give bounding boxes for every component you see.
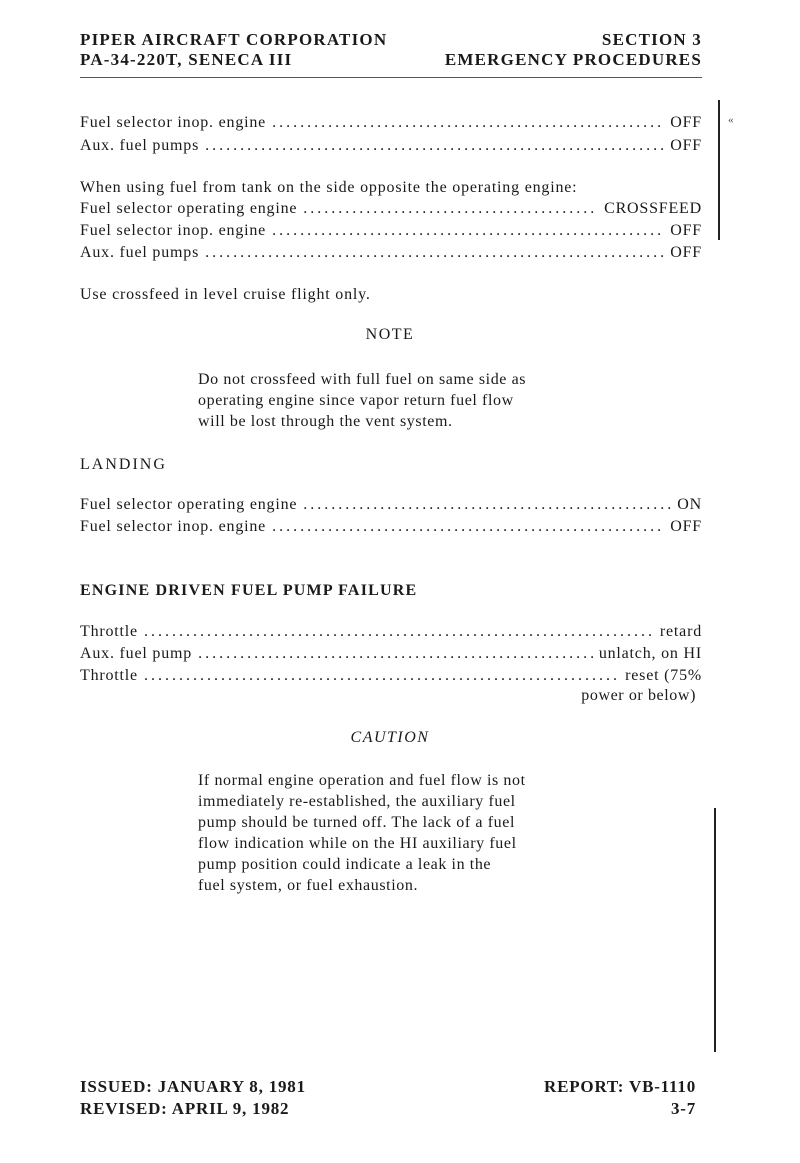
dot-leader — [205, 137, 664, 155]
checklist-item-label: Throttle — [80, 623, 138, 640]
revised-date: REVISED: APRIL 9, 1982 — [80, 1099, 290, 1118]
checklist-item-value: OFF — [670, 244, 702, 261]
header-model: PA-34-220T, SENECA III — [80, 50, 293, 69]
checklist-item-value: reset (75% — [625, 667, 702, 684]
checklist-item-label: Fuel selector inop. engine — [80, 518, 267, 535]
checklist-row — [80, 645, 702, 667]
checklist-row — [80, 222, 702, 244]
checklist-row — [80, 200, 702, 222]
dot-leader — [144, 623, 654, 641]
dot-leader — [205, 244, 664, 262]
landing-heading: LANDING — [80, 456, 167, 473]
checklist-item-label: Throttle — [80, 667, 138, 684]
checklist-item-value: OFF — [670, 137, 702, 154]
revision-bar — [718, 100, 720, 240]
checklist-row — [80, 667, 702, 689]
checklist-row — [80, 623, 702, 645]
dot-leader — [272, 518, 664, 536]
header-right — [445, 30, 702, 70]
page-number: 3-7 — [670, 1099, 696, 1118]
checklist-item-value: retard — [659, 623, 702, 640]
checklist-item-value: OFF — [670, 114, 702, 131]
note-title: NOTE — [365, 326, 415, 343]
caution-line: If normal engine operation and fuel flow is not — [198, 772, 526, 789]
checklist-item-label: Aux. fuel pumps — [80, 137, 200, 154]
crossfeed-instruction: Use crossfeed in level cruise flight only. — [80, 286, 371, 303]
checklist-item-label: Fuel selector inop. engine — [80, 114, 267, 131]
dot-leader — [303, 496, 671, 514]
throttle-continuation: power or below) — [581, 687, 696, 704]
dot-leader — [272, 114, 664, 132]
caution-line: pump should be turned off. The lack of a fuel — [198, 814, 515, 831]
checklist-row — [80, 518, 702, 540]
note-line: will be lost through the vent system. — [198, 413, 453, 430]
checklist-item-value: OFF — [670, 222, 702, 239]
dot-leader — [144, 667, 619, 685]
footer-right — [544, 1076, 696, 1120]
header-divider — [80, 77, 702, 78]
dot-leader — [303, 200, 598, 218]
checklist-row — [80, 496, 702, 518]
checklist-row — [80, 114, 702, 136]
caution-line: immediately re-established, the auxiliary fuel — [198, 793, 516, 810]
header-section-title: EMERGENCY PROCEDURES — [444, 50, 702, 69]
checklist-item-label: Aux. fuel pumps — [80, 244, 200, 261]
fuel-pump-failure-heading: ENGINE DRIVEN FUEL PUMP FAILURE — [80, 582, 418, 599]
caution-line: fuel system, or fuel exhaustion. — [198, 877, 419, 894]
checklist-row — [80, 137, 702, 159]
footer-left — [80, 1076, 306, 1120]
caution-title: CAUTION — [350, 729, 430, 746]
caution-body — [198, 770, 582, 896]
checklist-item-value: ON — [677, 496, 702, 513]
note-line: operating engine since vapor return fuel flow — [198, 392, 514, 409]
revision-mark: « — [728, 114, 734, 126]
caution-line: pump position could indicate a leak in the — [198, 856, 492, 873]
checklist-item-value: unlatch, on HI — [598, 645, 702, 662]
crossfeed-intro: When using fuel from tank on the side opposite the operating engine: — [80, 179, 578, 196]
checklist-item-label: Fuel selector operating engine — [80, 200, 298, 217]
checklist-item-label: Fuel selector inop. engine — [80, 222, 267, 239]
header-left — [80, 30, 387, 70]
issued-date: ISSUED: JANUARY 8, 1981 — [80, 1077, 306, 1096]
header-company: PIPER AIRCRAFT CORPORATION — [80, 30, 388, 49]
checklist-item-value: CROSSFEED — [604, 200, 702, 217]
checklist-item-value: OFF — [670, 518, 702, 535]
dot-leader — [272, 222, 664, 240]
header-section: SECTION 3 — [601, 30, 702, 49]
revision-bar — [714, 808, 716, 1052]
caution-line: flow indication while on the HI auxiliary fuel — [198, 835, 517, 852]
checklist-item-label: Fuel selector operating engine — [80, 496, 298, 513]
report-number: REPORT: VB-1110 — [544, 1077, 696, 1096]
dot-leader — [198, 645, 593, 663]
checklist-row — [80, 244, 702, 266]
checklist-item-label: Aux. fuel pump — [80, 645, 193, 662]
note-body — [198, 369, 582, 432]
note-line: Do not crossfeed with full fuel on same side as — [198, 371, 527, 388]
